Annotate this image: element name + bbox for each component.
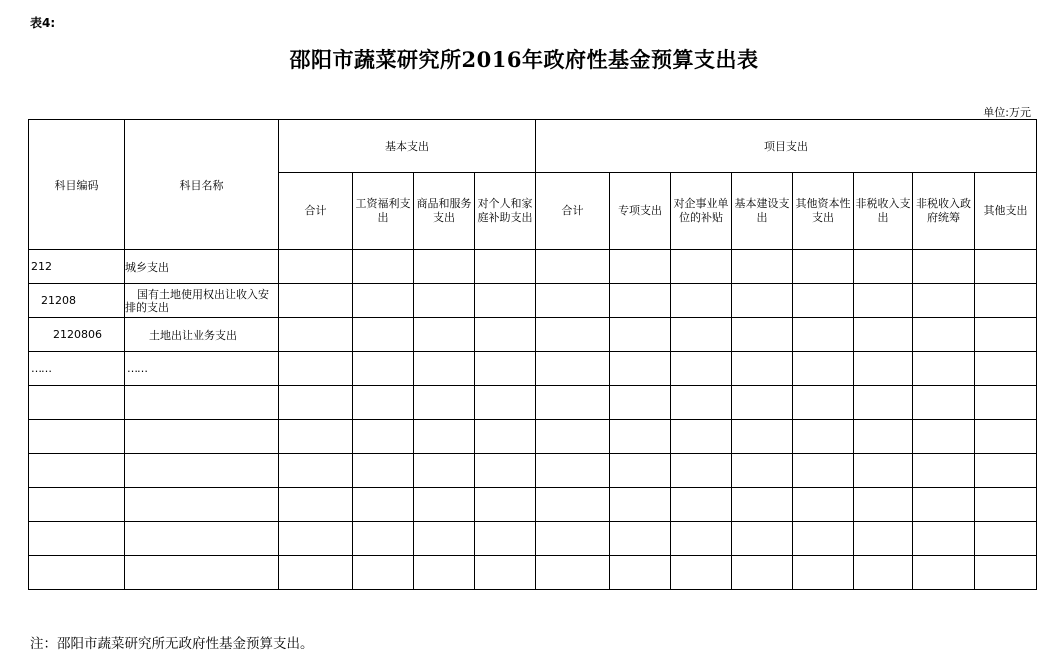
subject-code-cell: 21208 <box>29 284 125 318</box>
page-title: 邵阳市蔬菜研究所2016年政府性基金预算支出表 <box>289 47 759 72</box>
header-nontax-government: 非税收入政府统筹 <box>913 173 975 250</box>
header-subject-code: 科目编码 <box>29 120 125 250</box>
footnote: 注：邵阳市蔬菜研究所无政府性基金预算支出。 <box>30 636 314 652</box>
subject-name-cell: …… <box>125 352 279 386</box>
header-subject-name: 科目名称 <box>125 120 279 250</box>
header-basic-total: 合计 <box>279 173 353 250</box>
header-special-expenditure: 专项支出 <box>610 173 671 250</box>
header-wages-welfare: 工资福利支出 <box>353 173 414 250</box>
header-capital-construction: 基本建设支出 <box>732 173 793 250</box>
header-enterprise-subsidy: 对企事业单位的补贴 <box>671 173 732 250</box>
header-household-subsidy: 对个人和家庭补助支出 <box>475 173 536 250</box>
table-number-label: 表4: <box>30 16 56 30</box>
header-basic-expenditure: 基本支出 <box>279 120 536 173</box>
header-row-1 <box>29 120 1037 173</box>
table-row <box>29 556 1037 590</box>
table-row <box>29 522 1037 556</box>
table-row <box>29 250 1037 284</box>
table-row <box>29 318 1037 352</box>
header-goods-services: 商品和服务支出 <box>414 173 475 250</box>
header-other-capital: 其他资本性支出 <box>793 173 854 250</box>
subject-name-cell: 城乡支出 <box>125 250 279 284</box>
subject-code-cell: 2120806 <box>29 318 125 352</box>
table-row <box>29 420 1037 454</box>
table-row <box>29 454 1037 488</box>
table-row <box>29 386 1037 420</box>
header-project-expenditure: 项目支出 <box>536 120 1037 173</box>
table-row <box>29 284 1037 318</box>
budget-table <box>28 119 1037 590</box>
table-row <box>29 488 1037 522</box>
subject-code-cell: 212 <box>29 250 125 284</box>
subject-code-cell: …… <box>29 352 125 386</box>
subject-name-cell: 国有土地使用权出让收入安排的支出 <box>125 284 279 318</box>
unit-label: 单位:万元 <box>983 106 1031 119</box>
header-project-total: 合计 <box>536 173 610 250</box>
header-other-expenditure: 其他支出 <box>975 173 1037 250</box>
table-row <box>29 352 1037 386</box>
header-nontax-expenditure: 非税收入支出 <box>854 173 913 250</box>
subject-name-cell: 土地出让业务支出 <box>125 318 279 352</box>
